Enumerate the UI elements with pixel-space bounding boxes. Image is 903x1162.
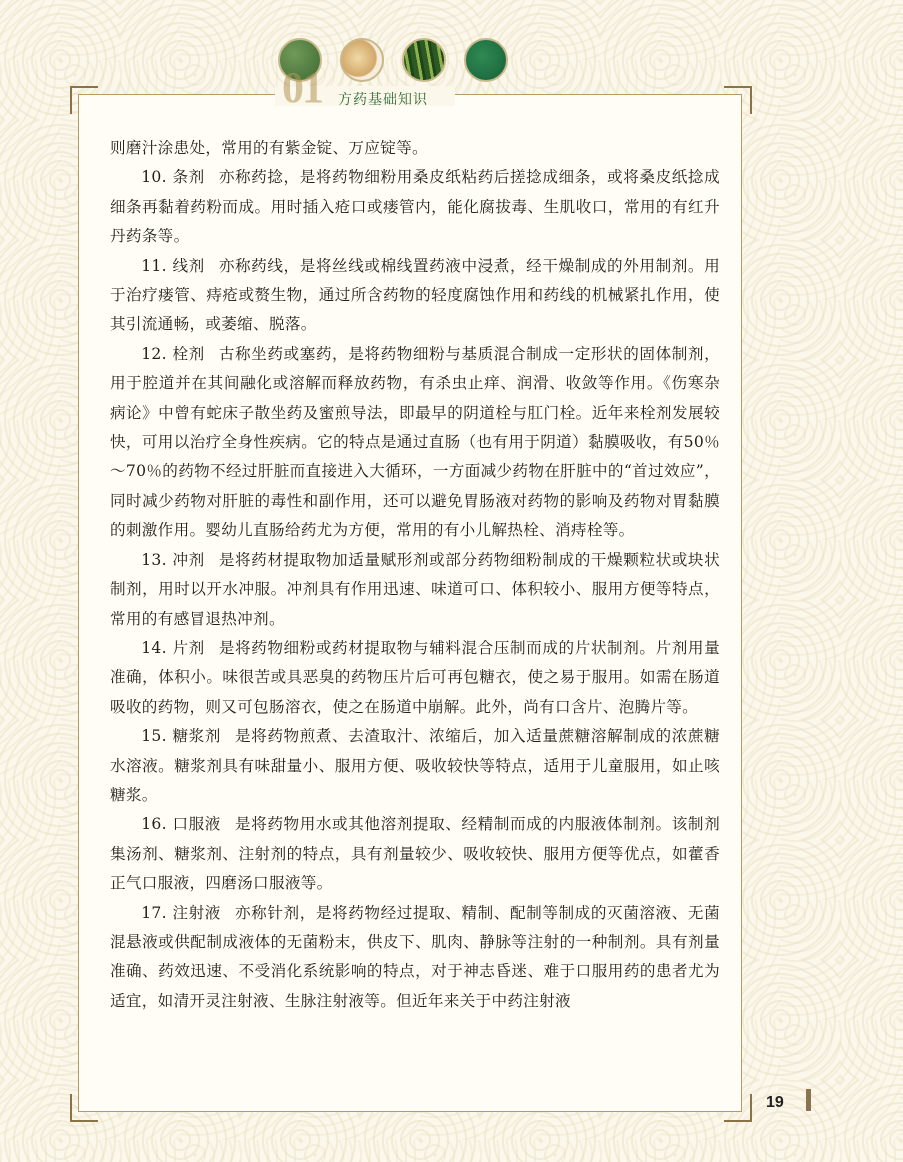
page-number-bar [806,1089,811,1111]
paragraph [110,163,720,251]
paragraph [110,722,720,810]
item-number: 14. [141,638,167,657]
paragraph [110,810,720,898]
term-heading: 线剂 [172,256,205,275]
page-number: 19 [766,1094,784,1111]
term-heading: 注射液 [172,903,221,922]
term-heading: 栓剂 [172,344,205,363]
term-heading: 糖浆剂 [172,727,221,746]
corner-ornament-bottom-left [70,1094,98,1122]
paragraph-text: 亦称药线，是将丝线或棉线置药液中浸煮，经干燥制成的外用制剂。用于治疗瘘管、痔疮或赘生物，通过所含药物的轻度腐蚀作用和药线的机械紧扎作用，使其引流通畅，或萎缩、脱落。 [110,256,720,334]
paragraph-text: 古称坐药或塞药，是将药物细粉与基质混合制成一定形状的固体制剂，用于腔道并在其间融化或溶解而释放药物，有杀虫止痒、润滑、收敛等作用。《伤寒杂病论》中曾有蛇床子散坐药及蜜煎导法，即最早的阴道栓与肛门栓。近年来栓剂发展较快，可用以治疗全身性疾病。它的特点是通过直肠（也有用于阴道）黏膜吸收，有50％～70％的药物不经过肝脏而直接进入大循环，一方面减少药物在肝脏中的“首过效应”，同时减少药物对肝脏的毒性和副作用，还可以避免胃肠液对药物的影响及药物对胃黏膜的刺激作用。婴幼儿直肠给药尤为方便，常用的有小儿解热栓、消痔栓等。 [110,344,720,540]
paragraph [110,252,720,340]
item-number: 15. [141,727,167,746]
paragraph-text: 亦称药捻，是将药物细粉用桑皮纸粘药后搓捻成细条，或将桑皮纸捻成细条再黏着药粉而成。用时插入疮口或瘘管内，能化腐拔毒、生肌收口，常用的有红升丹药条等。 [110,168,720,246]
paragraph-text: 是将药物煎煮、去渣取汁、浓缩后，加入适量蔗糖溶解制成的浓蔗糖水溶液。糖浆剂具有味甜量小、服用方便、吸收较快等特点，适用于儿童服用，如止咳糖浆。 [110,727,720,804]
corner-ornament-top-right [724,86,752,114]
item-number: 17. [141,903,167,922]
corner-ornament-top-left [70,86,98,114]
paragraph [110,899,720,1017]
corner-ornament-bottom-right [724,1094,752,1122]
chapter-number: 01 [282,63,322,112]
chapter-title: 方药基础知识 [338,92,428,108]
green-circle-badge-icon [464,38,508,82]
item-number: 12. [141,344,167,363]
item-number: 11. [141,256,167,275]
paragraph [110,546,720,634]
ginger-root-badge-icon [340,38,384,82]
body-text [110,134,720,1016]
term-heading: 片剂 [172,638,205,657]
term-heading: 口服液 [172,815,221,834]
paragraph [110,634,720,722]
paragraph [110,340,720,546]
term-heading: 条剂 [172,168,205,187]
paragraph-text: 亦称针剂，是将药物经过提取、精制、配制等制成的灭菌溶液、无菌混悬液或供配制成液体的无菌粉末，供皮下、肌肉、静脉等注射的一种制剂。具有剂量准确、药效迅速、不受消化系统影响的特点，对于神志昏迷、难于口服用药的患者尤为适宜，如清开灵注射液、生脉注射液等。但近年来关于中药注射液 [110,903,720,1010]
item-number: 13. [141,550,167,569]
paragraph-text: 是将药物细粉或药材提取物与辅料混合压制而成的片状制剂。片剂用量准确，体积小。味很苦或具恶臭的药物压片后可再包糖衣，使之易于服用。如需在肠道吸收的药物，则又可包肠溶衣，使之在肠道中崩解。此外，尚有口含片、泡腾片等。 [110,638,720,716]
paragraph-text: 是将药物用水或其他溶剂提取、经精制而成的内服液体制剂。该制剂集汤剂、糖浆剂、注射剂的特点，具有剂量较少、吸收较快、服用方便等优点，如藿香正气口服液，四磨汤口服液等。 [110,815,720,893]
paragraph-text: 则磨汁涂患处，常用的有紫金锭、万应锭等。 [110,139,428,157]
item-number: 16. [141,815,167,834]
paragraph [110,134,720,163]
bamboo-badge-icon [402,38,446,82]
item-number: 10. [141,168,167,187]
paragraph-text: 是将药材提取物加适量赋形剂或部分药物细粉制成的干燥颗粒状或块状制剂，用时以开水冲服。冲剂具有作用迅速、味道可口、体积较小、服用方便等特点，常用的有感冒退热冲剂。 [110,550,720,628]
term-heading: 冲剂 [172,550,205,569]
